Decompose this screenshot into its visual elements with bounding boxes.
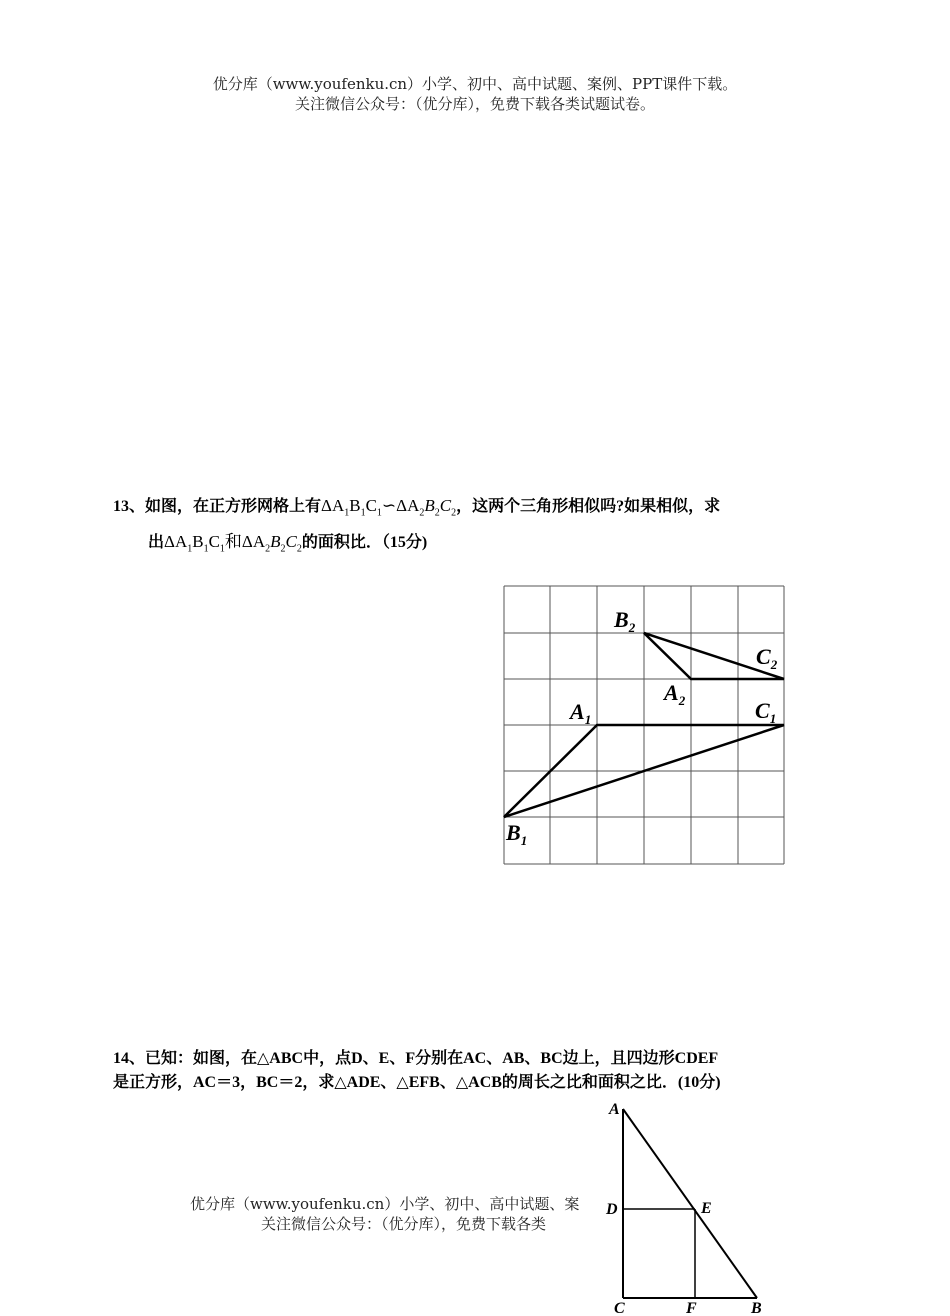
triangle-2-expression: $\Delta A_2B_2C_2$ <box>396 496 457 519</box>
q14-triangle-figure <box>600 1098 770 1316</box>
label-b2: $B_2$ <box>614 607 636 635</box>
label-c: C <box>614 1300 625 1316</box>
label-b1: $B_1$ <box>506 820 528 848</box>
and-word: 和 <box>224 532 242 551</box>
q13-line2-end: 的面积比．（15分) <box>301 534 428 551</box>
label-b: B <box>751 1300 762 1316</box>
label-d: D <box>606 1201 618 1218</box>
label-c1: $C_1$ <box>755 698 777 726</box>
similar-sign: ∽ <box>381 496 397 515</box>
side-ab <box>623 1109 757 1298</box>
question-13-line-1 <box>113 496 853 523</box>
question-14-line-1: 14、已知：如图，在△ABC中，点D、E、F分别在AC、AB、BC边上，且四边形CDEF <box>113 1050 719 1067</box>
triangle-1-expression: $\Delta A_1B_1C_1$ <box>321 496 382 519</box>
footer-line-2: 关注微信公众号：（优分库），免费下载各类 <box>261 1215 547 1233</box>
q13-prefix: 13、如图，在正方形网格上有 <box>113 498 322 515</box>
label-c2: $C_2$ <box>756 644 778 672</box>
q13-middle: ，这两个三角形相似吗?如果相似，求 <box>456 498 721 515</box>
footer-line-1: 优分库（www.youfenku.cn）小学、初中、高中试题、案 <box>190 1195 580 1213</box>
label-a1: $A_1$ <box>570 699 592 727</box>
question-14-line-2: 是正方形，AC＝3，BC＝2，求△ADE、△EFB、△ACB的周长之比和面积之比．(10分) <box>113 1074 721 1091</box>
label-f: F <box>686 1300 697 1316</box>
header-line-2: 关注微信公众号：（优分库），免费下载各类试题试卷。 <box>294 95 655 113</box>
q13-grid-figure <box>490 580 800 870</box>
label-a: A <box>609 1101 620 1118</box>
question-13-line-2 <box>148 532 848 559</box>
label-e: E <box>701 1200 712 1217</box>
triangle-1-expression-2: $\Delta A_1B_1C_1$ <box>164 532 225 555</box>
q13-line2-start: 出 <box>148 534 165 551</box>
triangle-2-expression-2: $\Delta A_2B_2C_2$ <box>241 532 302 555</box>
label-a2: $A_2$ <box>664 680 686 708</box>
header-line-1: 优分库（www.youfenku.cn）小学、初中、高中试题、案例、PPT课件下载。 <box>212 75 738 93</box>
